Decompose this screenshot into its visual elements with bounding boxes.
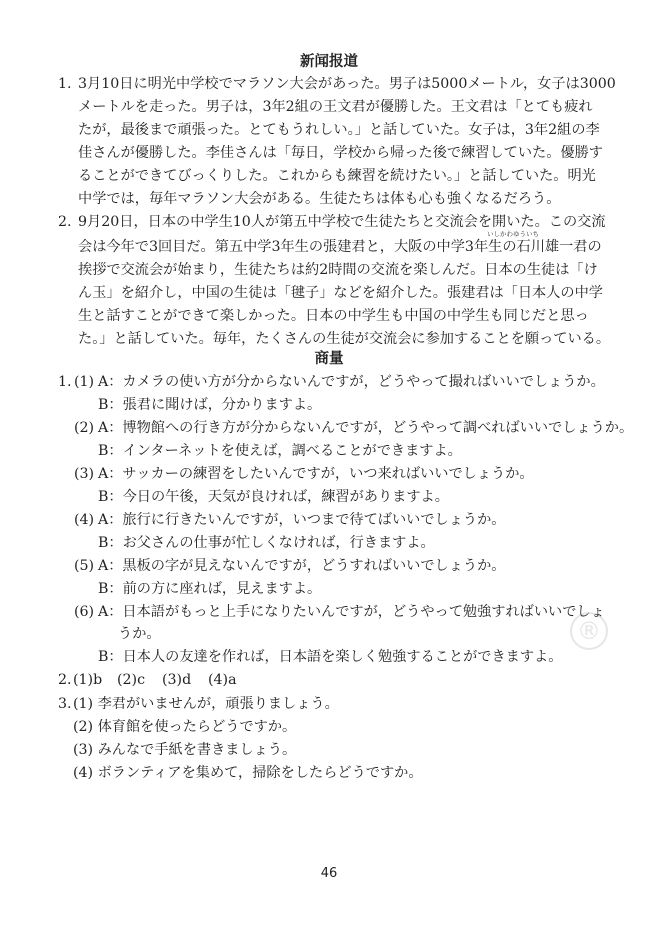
dialog-a: A：サッカーの練習をしたいんですが，いつ来ればいいでしょうか。 — [98, 466, 534, 482]
ruby-reading: いしかわゆういち — [487, 230, 539, 238]
section-title-news: 新闻报道 — [300, 53, 358, 70]
question-number: 3. — [58, 696, 72, 712]
dialog-a: A：カメラの使い方が分からないんですが，どうやって撮ればいいでしょうか。 — [98, 374, 605, 390]
answer: (3)d — [162, 672, 192, 688]
dialog-b: B：インターネットを使えば，調べることができますよ。 — [98, 443, 462, 459]
question-number: 2. — [58, 672, 72, 688]
section-title-consult: 商量 — [314, 350, 344, 367]
answer: (3) みんなで手紙を書きましょう。 — [73, 742, 297, 758]
dialog-a: A：日本語がもっと上手になりたいんですが，どうやって勉強すればいいでしょ — [98, 604, 605, 620]
paragraph-line: メートルを走った。男子は，3年2組の王文君が優勝した。王文君は「とても疲れ — [78, 99, 593, 115]
item-number: 2. — [58, 214, 72, 230]
paragraph-line: 3月10日に明光中学校でマラソン大会があった。男子は5000メートル，女子は3000 — [78, 76, 616, 92]
page-number: 46 — [320, 866, 338, 881]
answer: (1)b — [73, 672, 103, 688]
dialog-number: (4) — [74, 512, 95, 528]
answer: (4)a — [208, 672, 237, 688]
dialog-number: (1) — [74, 374, 95, 390]
dialog-a: A：黒板の字が見えないんですが，どうすればいいでしょうか。 — [98, 558, 506, 574]
dialog-b: B：今日の午後，天気が良ければ，練習がありますよ。 — [98, 489, 449, 505]
paragraph-line: たが，最後まで頑張った。とてもうれしい。」と話していた。女子は，3年2組の李 — [78, 122, 600, 138]
paragraph-line: 挨拶で交流会が始まり，生徒たちは約2時間の交流を楽しんだ。日本の生徒は「け — [78, 262, 598, 278]
paragraph-line: ることができてびっくりした。これからも練習を続けたい。」と話していた。明光 — [78, 168, 596, 184]
dialog-number: (6) — [74, 604, 95, 620]
paragraph-line: 9月20日，日本の中学生10人が第五中学校で生徒たちと交流会を開いた。この交流 — [78, 214, 606, 230]
paragraph-line: 中学では，毎年マラソン大会がある。生徒たちは体も心も強くなるだろう。 — [78, 191, 561, 207]
dialog-number: (5) — [74, 558, 95, 574]
dialog-a-continued: うか。 — [118, 626, 161, 642]
answer: (2)c — [117, 672, 146, 688]
question-number: 1. — [58, 374, 72, 390]
dialog-a: A：博物館への行き方が分からないんですが，どうやって調べればいいでしょうか。 — [98, 420, 634, 436]
answer: (2) 体育館を使ったらどうですか。 — [73, 719, 297, 735]
item-number: 1. — [58, 76, 72, 92]
dialog-b: B：日本人の友達を作れば，日本語を楽しく勉強することができますよ。 — [98, 649, 563, 665]
paragraph-line: 生と話すことができて楽しかった。日本の中学生も中国の中学生も同じだと思っ — [78, 308, 589, 324]
paragraph-line: 佳さんが優勝した。李佳さんは「毎日，学校から帰った後で練習していた。優勝す — [78, 145, 603, 161]
answer: (1) 李君がいませんが，頑張りましょう。 — [73, 696, 339, 712]
paragraph-line: 会は今年で3回目だ。第五中学3年生の張建君と，大阪の中学3年生の石川雄一君の — [78, 239, 602, 255]
dialog-number: (3) — [74, 466, 95, 482]
dialog-a: A：旅行に行きたいんですが，いつまで待てばいいでしょうか。 — [98, 512, 506, 528]
dialog-b: B：張君に聞けば，分かりますよ。 — [98, 397, 322, 413]
dialog-b: B：お父さんの仕事が忙しくなければ，行きますよ。 — [98, 535, 435, 551]
paragraph-line: た。」と話していた。毎年，たくさんの生徒が交流会に参加することを願っている。 — [78, 331, 611, 347]
answer: (4) ボランティアを集めて，掃除をしたらどうですか。 — [73, 765, 423, 781]
dialog-b: B：前の方に座れば，見えますよ。 — [98, 581, 322, 597]
dialog-number: (2) — [74, 420, 95, 436]
watermark: ® — [570, 612, 608, 650]
paragraph-line: ん玉」を紹介し，中国の生徒は「毽子」などを紹介した。張建君は「日本人の中学 — [78, 285, 603, 301]
